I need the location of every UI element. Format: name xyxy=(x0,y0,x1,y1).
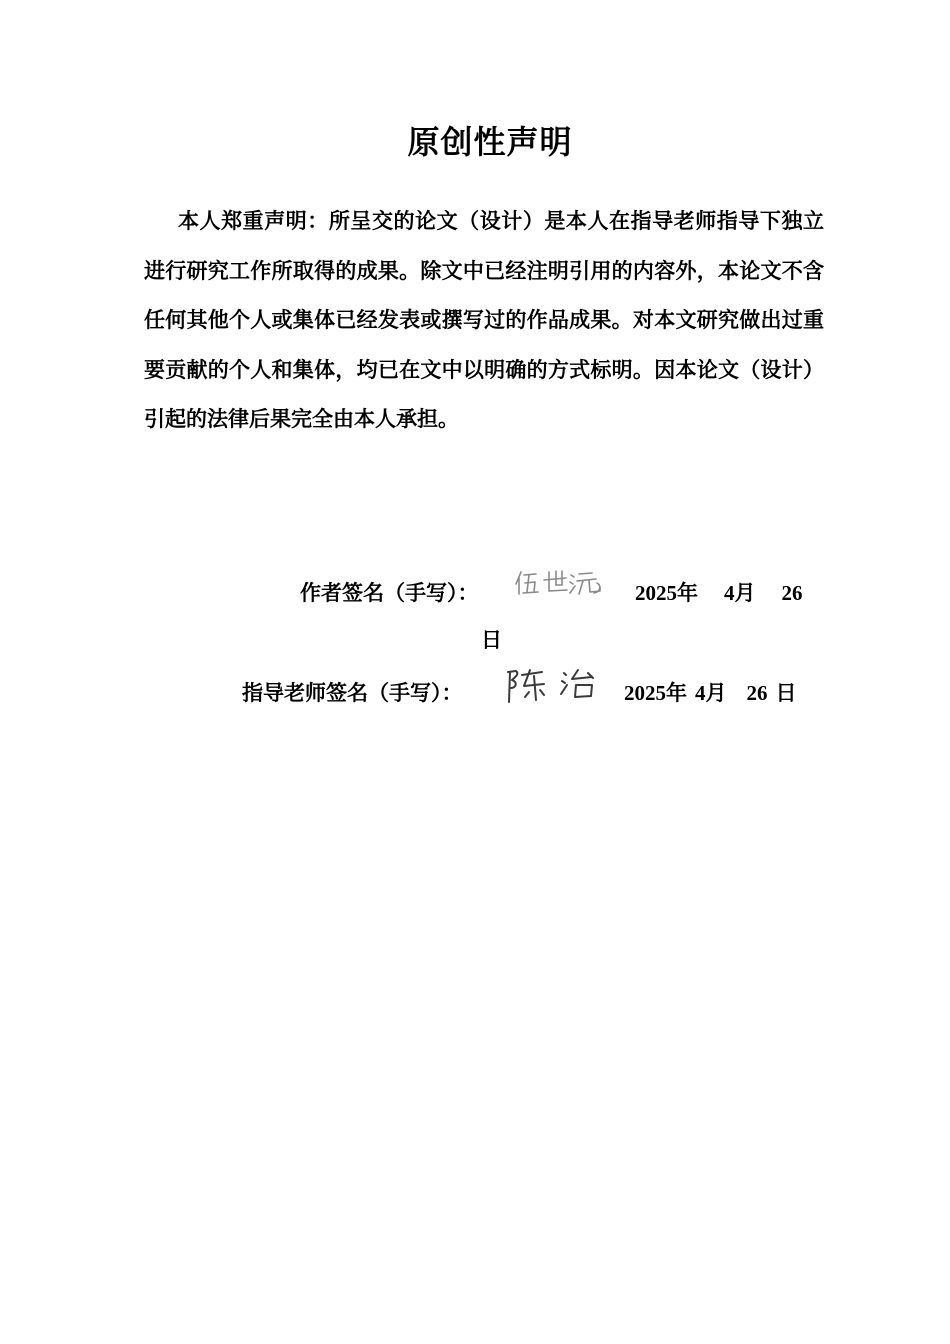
advisor-date-month: 4 xyxy=(695,681,706,705)
advisor-date-month-unit: 月 xyxy=(705,680,727,705)
advisor-date-day-unit: 日 xyxy=(775,680,797,705)
author-date-month-unit: 月 xyxy=(734,580,756,605)
advisor-date-year-unit: 年 xyxy=(666,680,687,705)
author-date-year: 2025 xyxy=(635,581,677,605)
advisor-signature-date xyxy=(624,678,797,708)
author-handwritten-signature xyxy=(512,566,604,602)
page-title: 原创性声明 xyxy=(407,123,573,161)
advisor-signature-label: 指导老师签名（手写）： xyxy=(242,680,463,705)
author-date-month: 4 xyxy=(724,581,735,605)
author-date-day-unit: 日 xyxy=(481,627,502,652)
advisor-date-day: 26 xyxy=(746,681,768,705)
declaration-paragraph: 本人郑重声明：所呈交的论文（设计）是本人在指导老师指导下独立进行研究工作所取得的成果。除文中已经注明引用的内容外，本论文不含任何其他个人或集体已经发表或撰写过的作品成果。对本文研究做出过重要贡献的个人和集体，均已在文中以明确的方式标明。因本论文（设计）引起的法律后果完全由本人承担。 xyxy=(144,208,824,431)
advisor-date-year: 2025 xyxy=(624,681,666,705)
author-signature-date xyxy=(635,578,803,608)
author-signature-label: 作者签名（手写）： xyxy=(300,580,479,605)
advisor-handwritten-signature xyxy=(502,666,602,706)
author-date-day: 26 xyxy=(781,581,803,605)
author-date-year-unit: 年 xyxy=(677,580,698,605)
